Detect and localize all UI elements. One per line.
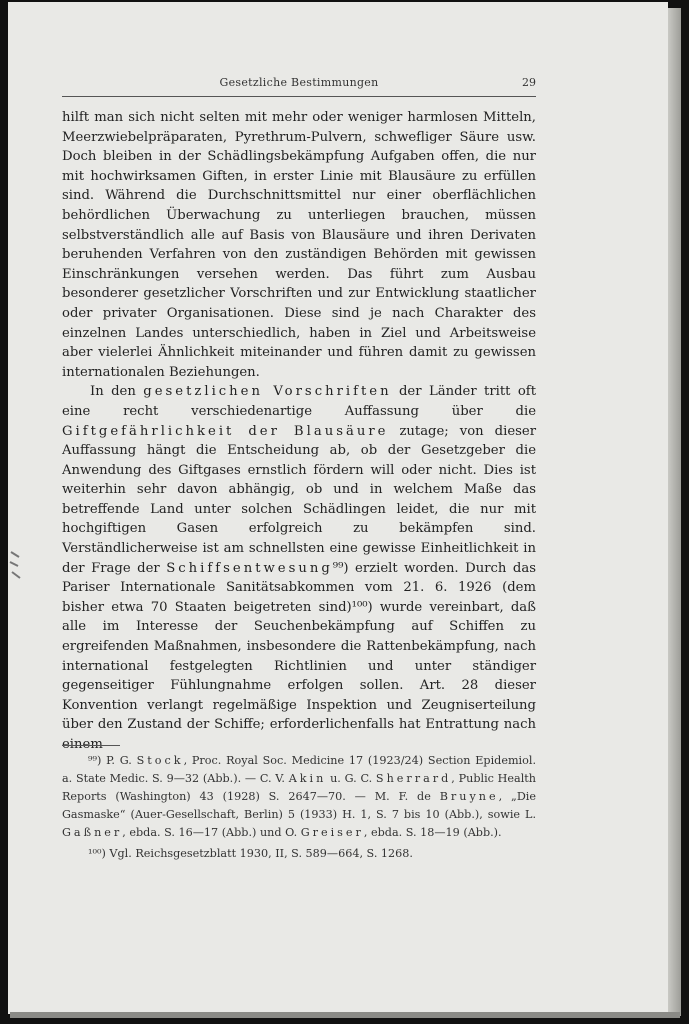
footnote-99 (62, 752, 536, 842)
footnote-ref-99[interactable]: ⁹⁹) (332, 560, 349, 576)
text-run: u. G. C. (326, 772, 376, 785)
footnote-number: ¹⁰⁰) (88, 847, 106, 860)
running-title: Gesetzliche Bestimmungen (219, 76, 379, 89)
text-run: , ebda. S. 18—19 (Abb.). (363, 826, 502, 839)
footnote-number: ⁹⁹) (88, 754, 102, 767)
page-number: 29 (522, 76, 536, 89)
page-edge-right (668, 8, 681, 1016)
author-name: Bruyne (439, 790, 499, 803)
text-run: Vgl. Reichsgesetzblatt 1930, II, S. 589—664, S. 1268. (105, 847, 413, 860)
footnote-ref-100[interactable]: ¹⁰⁰) (351, 599, 373, 615)
header-rule (62, 96, 536, 97)
paragraph-2 (62, 382, 536, 754)
author-name: Greiser (300, 826, 364, 839)
text-run: der Länder tritt oft eine recht verschiedenartige Auffassung über die (62, 384, 536, 419)
footnotes (62, 752, 536, 866)
text-run: wurde vereinbart, daß alle im Interesse der Seuchenbekämpfung auf Schiffen zu ergreifenden Maßnahmen, insbesondere die Rattenbekämpfung, nach international festgelegten Richtlinien und unter ständiger gegenseitiger Fühlungnahme erfolgen sollen. Art. 28 dieser Konvention verlangt regelmäßige Inspektion und Zeugniserteilung über den Zustand der Schiffe; erforderlichenfalls hat Entrattung nach einem (62, 599, 536, 752)
spaced-emphasis: gesetzlichen Vorschriften (143, 384, 392, 400)
footnote-100 (62, 845, 536, 863)
text-run: zutage; von dieser Auffassung hängt die Entscheidung ab, ob der Gesetzgeber die Anwendung des Giftgases ernstlich fördern will oder nicht. Dies ist weiterhin sehr davon abhängig, ob und in welchem Maße das betreffende Land unter solchen Schädlingen leidet, die nur mit hochgiftigen Gasen erfolgreich zu bekämpfen sind. Verständlicherweise ist am schnellsten eine gewisse Einheitlichkeit in der Frage der (62, 423, 537, 576)
author-name: Stock (136, 754, 184, 767)
text-run: , ebda. S. 16—17 (Abb.) und O. (122, 826, 301, 839)
text-run: P. G. (101, 754, 137, 767)
spaced-emphasis: Giftgefährlichkeit der Blausäure (62, 423, 389, 439)
text-run: erzielt worden. Durch das Pariser Internationale Sanitätsabkommen vom 21. 6. 1926 (dem bisher etwa 70 Staaten beigetreten sind) (62, 560, 536, 615)
text-run: , Public Health Reports (Washington) 43 (1928) S. 2647—70. — M. F. de (62, 772, 536, 803)
footnote-rule (62, 745, 120, 746)
author-name: Akin (288, 772, 327, 785)
text-run: , „Die Gasmaske“ (Auer-Gesellschaft, Berlin) 5 (1933) H. 1, S. 7 bis 10 (Abb.), sowie L. (62, 790, 536, 821)
margin-mark (9, 548, 23, 582)
page-edge-bottom (10, 1012, 680, 1018)
main-text (62, 108, 536, 755)
paragraph-1: hilft man sich nicht selten mit mehr oder weniger harmlosen Mitteln, Meerzwiebelpräparaten, Pyrethrum-Pulvern, schwefliger Säure usw. Doch bleiben in der Schädlingsbekämpfung Aufgaben offen, die nur mit hochwirksamen Giften, in erster Linie mit Blausäure zu erfüllen sind. Während die Durchschnittsmittel nur einer oberflächlichen behördlichen Überwachung zu unterliegen brauchen, müssen selbstverständlich alle auf Basis von Blausäure und ihren Derivaten beruhenden Verfahren von den zuständigen Behörden mit gewissen Einschränkungen versehen werden. Das führt zum Ausbau besonderer gesetzlicher Vorschriften und zur Entwicklung staatlicher oder privater Organisationen. Diese sind je nach Charakter des einzelnen Landes unterschiedlich, haben in Ziel und Arbeitsweise aber vielerlei Ähnlichkeit miteinander und führen damit zu gewissen internationalen Beziehungen. (62, 110, 536, 380)
author-name: Sherrard (375, 772, 452, 785)
spaced-emphasis: Schiffsentwesung (166, 560, 333, 576)
text-run: , Proc. Royal Soc. Medicine 17 (1923/24) Section Epidemiol. a. State Medic. S. 9—32 (Abb.). — C. V. (62, 754, 537, 785)
author-name: Gaßner (62, 826, 123, 839)
text-run: In den (90, 384, 144, 400)
